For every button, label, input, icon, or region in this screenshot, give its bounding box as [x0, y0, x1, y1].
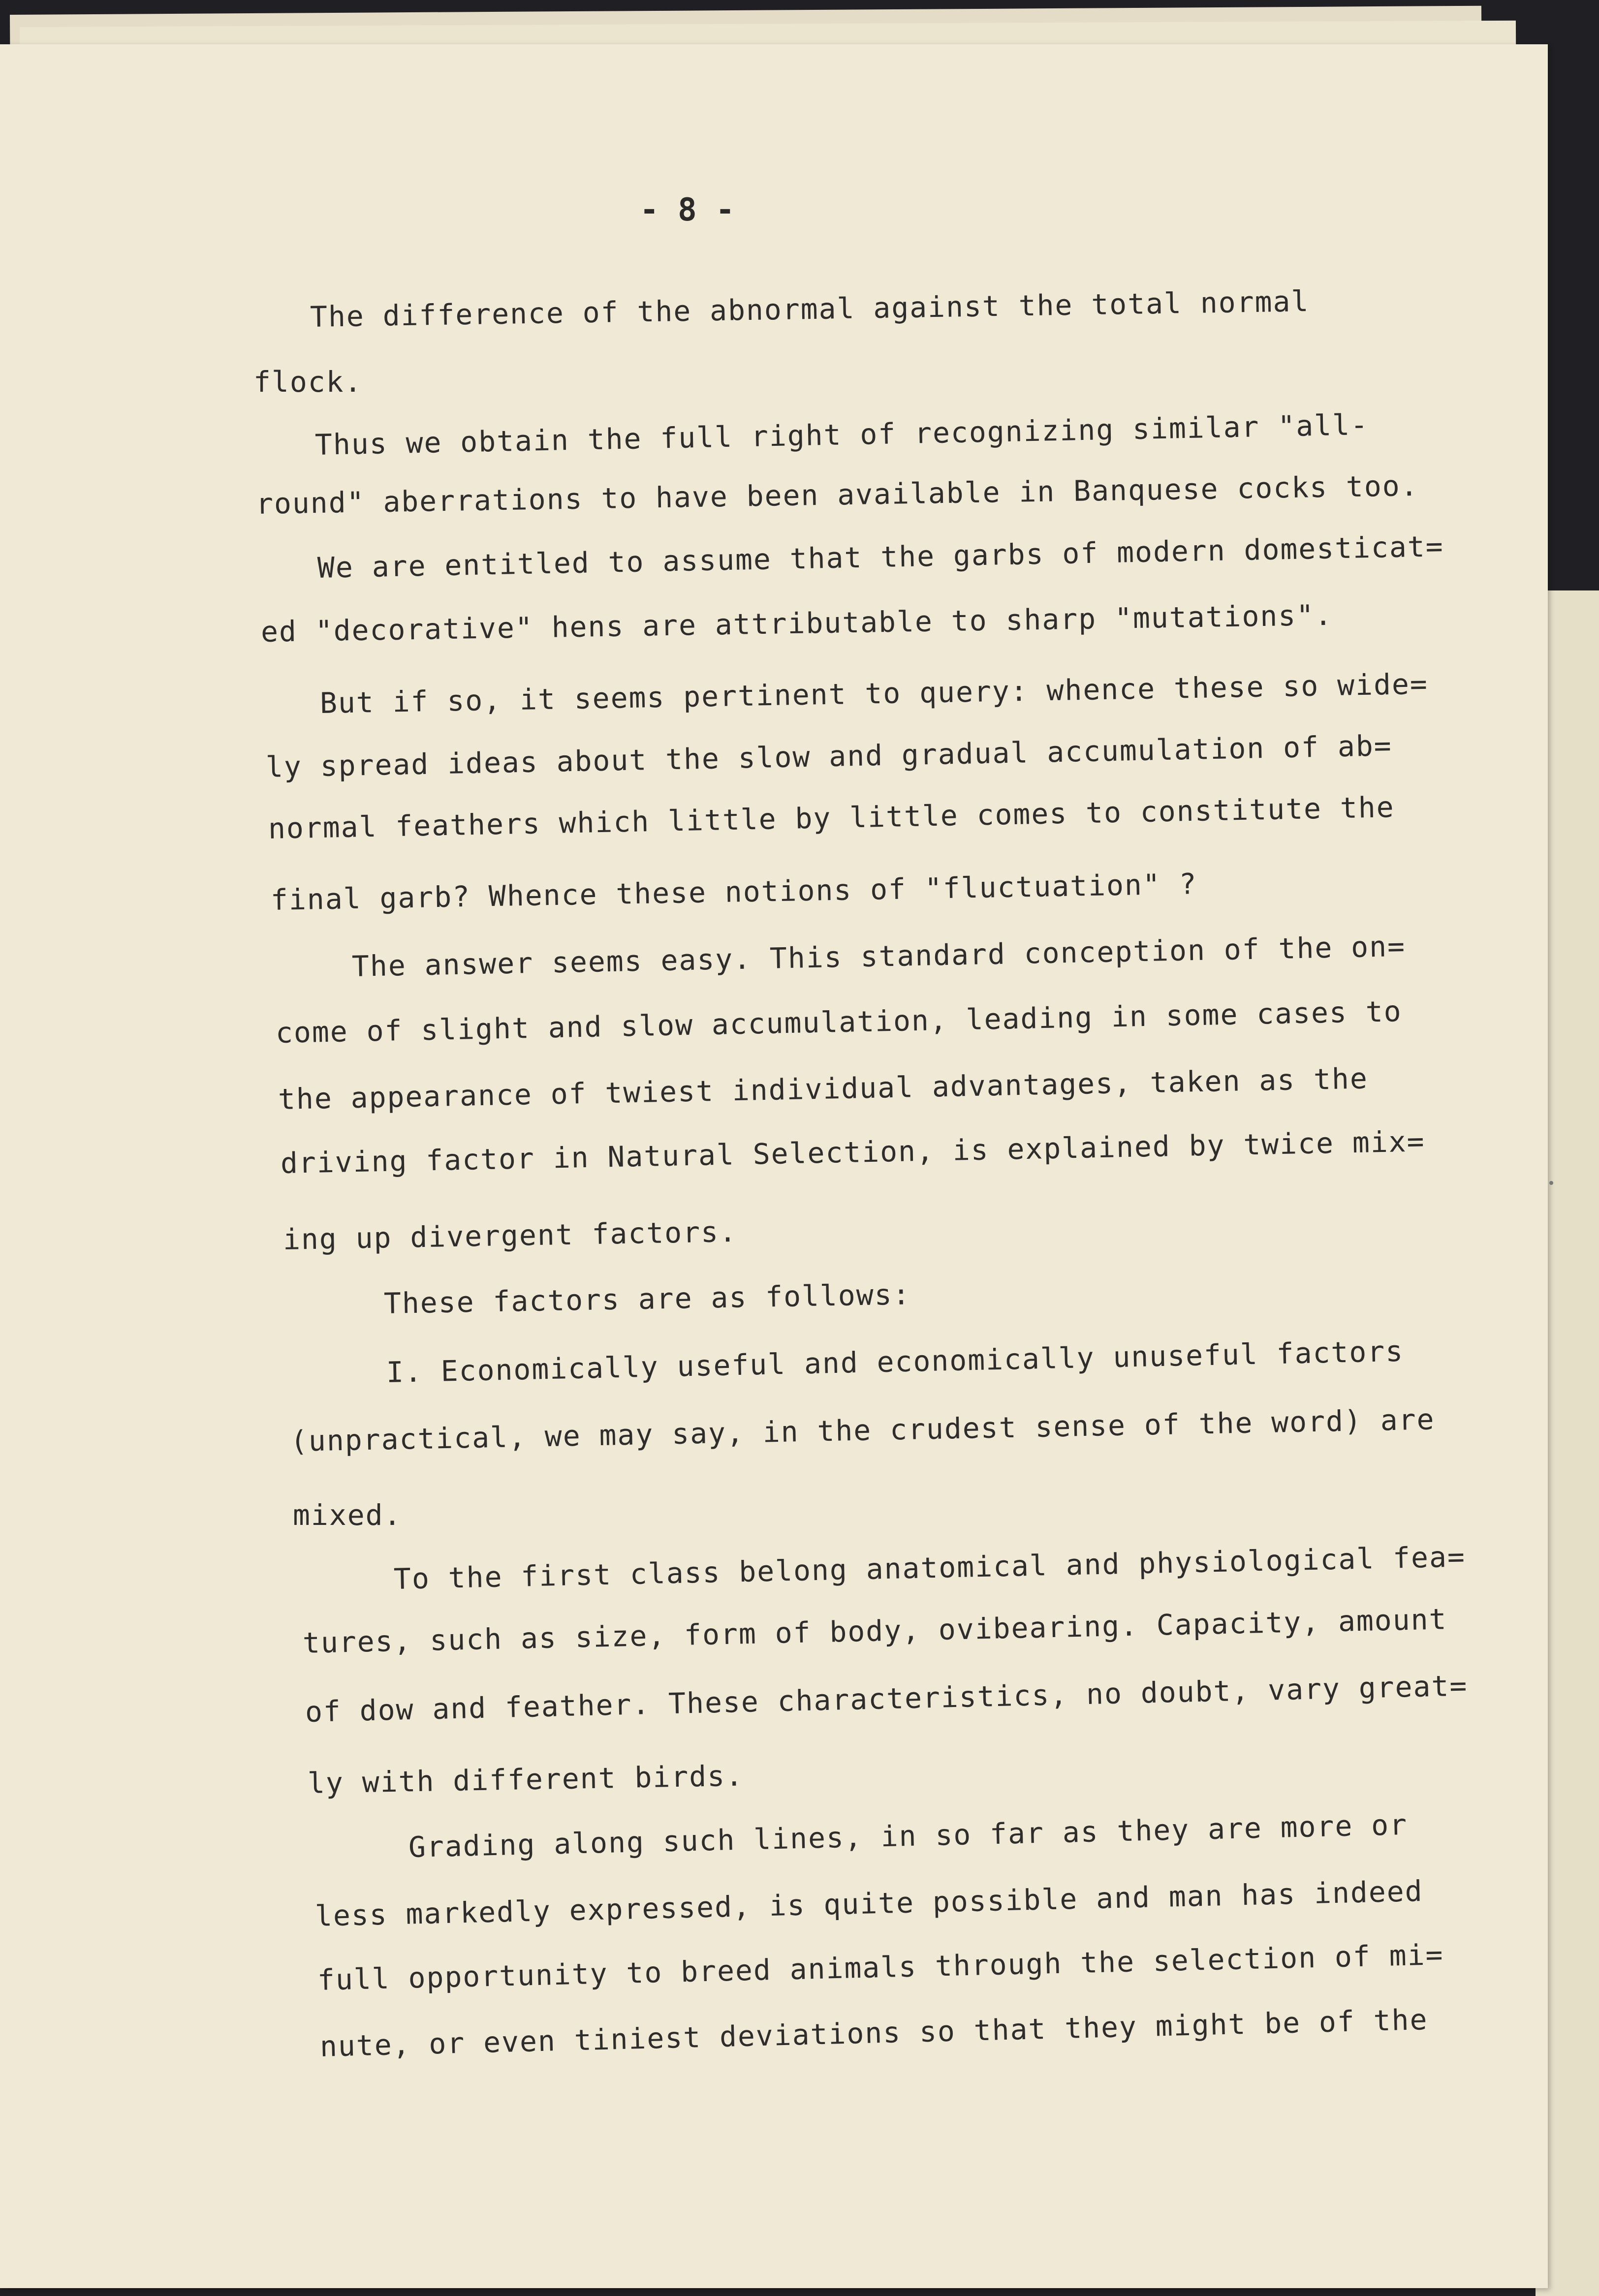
text-line: the appearance of twiest individual advantages, taken as the [278, 1061, 1369, 1116]
text-line: of dow and feather. These characteristics, no doubt, vary great= [305, 1669, 1468, 1729]
text-line: mixed. [293, 1498, 402, 1532]
text-line: Grading along such lines, in so far as they are more or [408, 1807, 1408, 1864]
text-line: nute, or even tiniest deviations so that they might be of the [319, 2002, 1429, 2063]
text-line: flock. [253, 365, 363, 399]
text-line: ly with different birds. [307, 1759, 744, 1800]
typewritten-page [0, 44, 1548, 2288]
text-line: round" aberrations to have been available in Banquese cocks too. [255, 468, 1419, 521]
text-line: (unpractical, we may say, in the crudest sense of the word) are [290, 1402, 1436, 1458]
text-line: The answer seems easy. This standard conception of the on= [351, 929, 1406, 983]
text-line: Thus we obtain the full right of recognizing similar "all- [314, 407, 1369, 462]
text-line: ing up divergent factors. [282, 1214, 738, 1256]
page-number: - 8 - [640, 192, 735, 228]
text-line: tures, such as size, form of body, ovibearing. Capacity, amount [302, 1602, 1448, 1660]
text-line: normal feathers which little by little comes to constitute the [268, 790, 1395, 845]
text-line: We are entitled to assume that the garbs of modern domesticat= [317, 529, 1444, 585]
text-line: less markedly expressed, is quite possible and man has indeed [314, 1874, 1424, 1933]
text-line: To the first class belong anatomical and physiological fea= [393, 1540, 1466, 1596]
text-line: ly spread ideas about the slow and gradual accumulation of ab= [265, 729, 1393, 784]
text-line: The difference of the abnormal against the total normal [310, 284, 1310, 334]
text-line: But if so, it seems pertinent to query: whence these so wide= [319, 667, 1429, 720]
paper-speck [1549, 1181, 1553, 1185]
text-line: I. Economically useful and economically unuseful factors [386, 1334, 1404, 1389]
text-line: driving factor in Natural Selection, is explained by twice mix= [280, 1124, 1426, 1180]
text-line: full opportunity to breed animals through the selection of mi= [317, 1938, 1444, 1997]
text-line: come of slight and slow accumulation, leading in some cases to [275, 994, 1403, 1050]
text-line: ed "decorative" hens are attributable to sharp "mutations". [260, 598, 1333, 649]
text-line: These factors are as follows: [383, 1277, 911, 1320]
text-line: final garb? Whence these notions of "fluctuation" ? [270, 867, 1198, 917]
